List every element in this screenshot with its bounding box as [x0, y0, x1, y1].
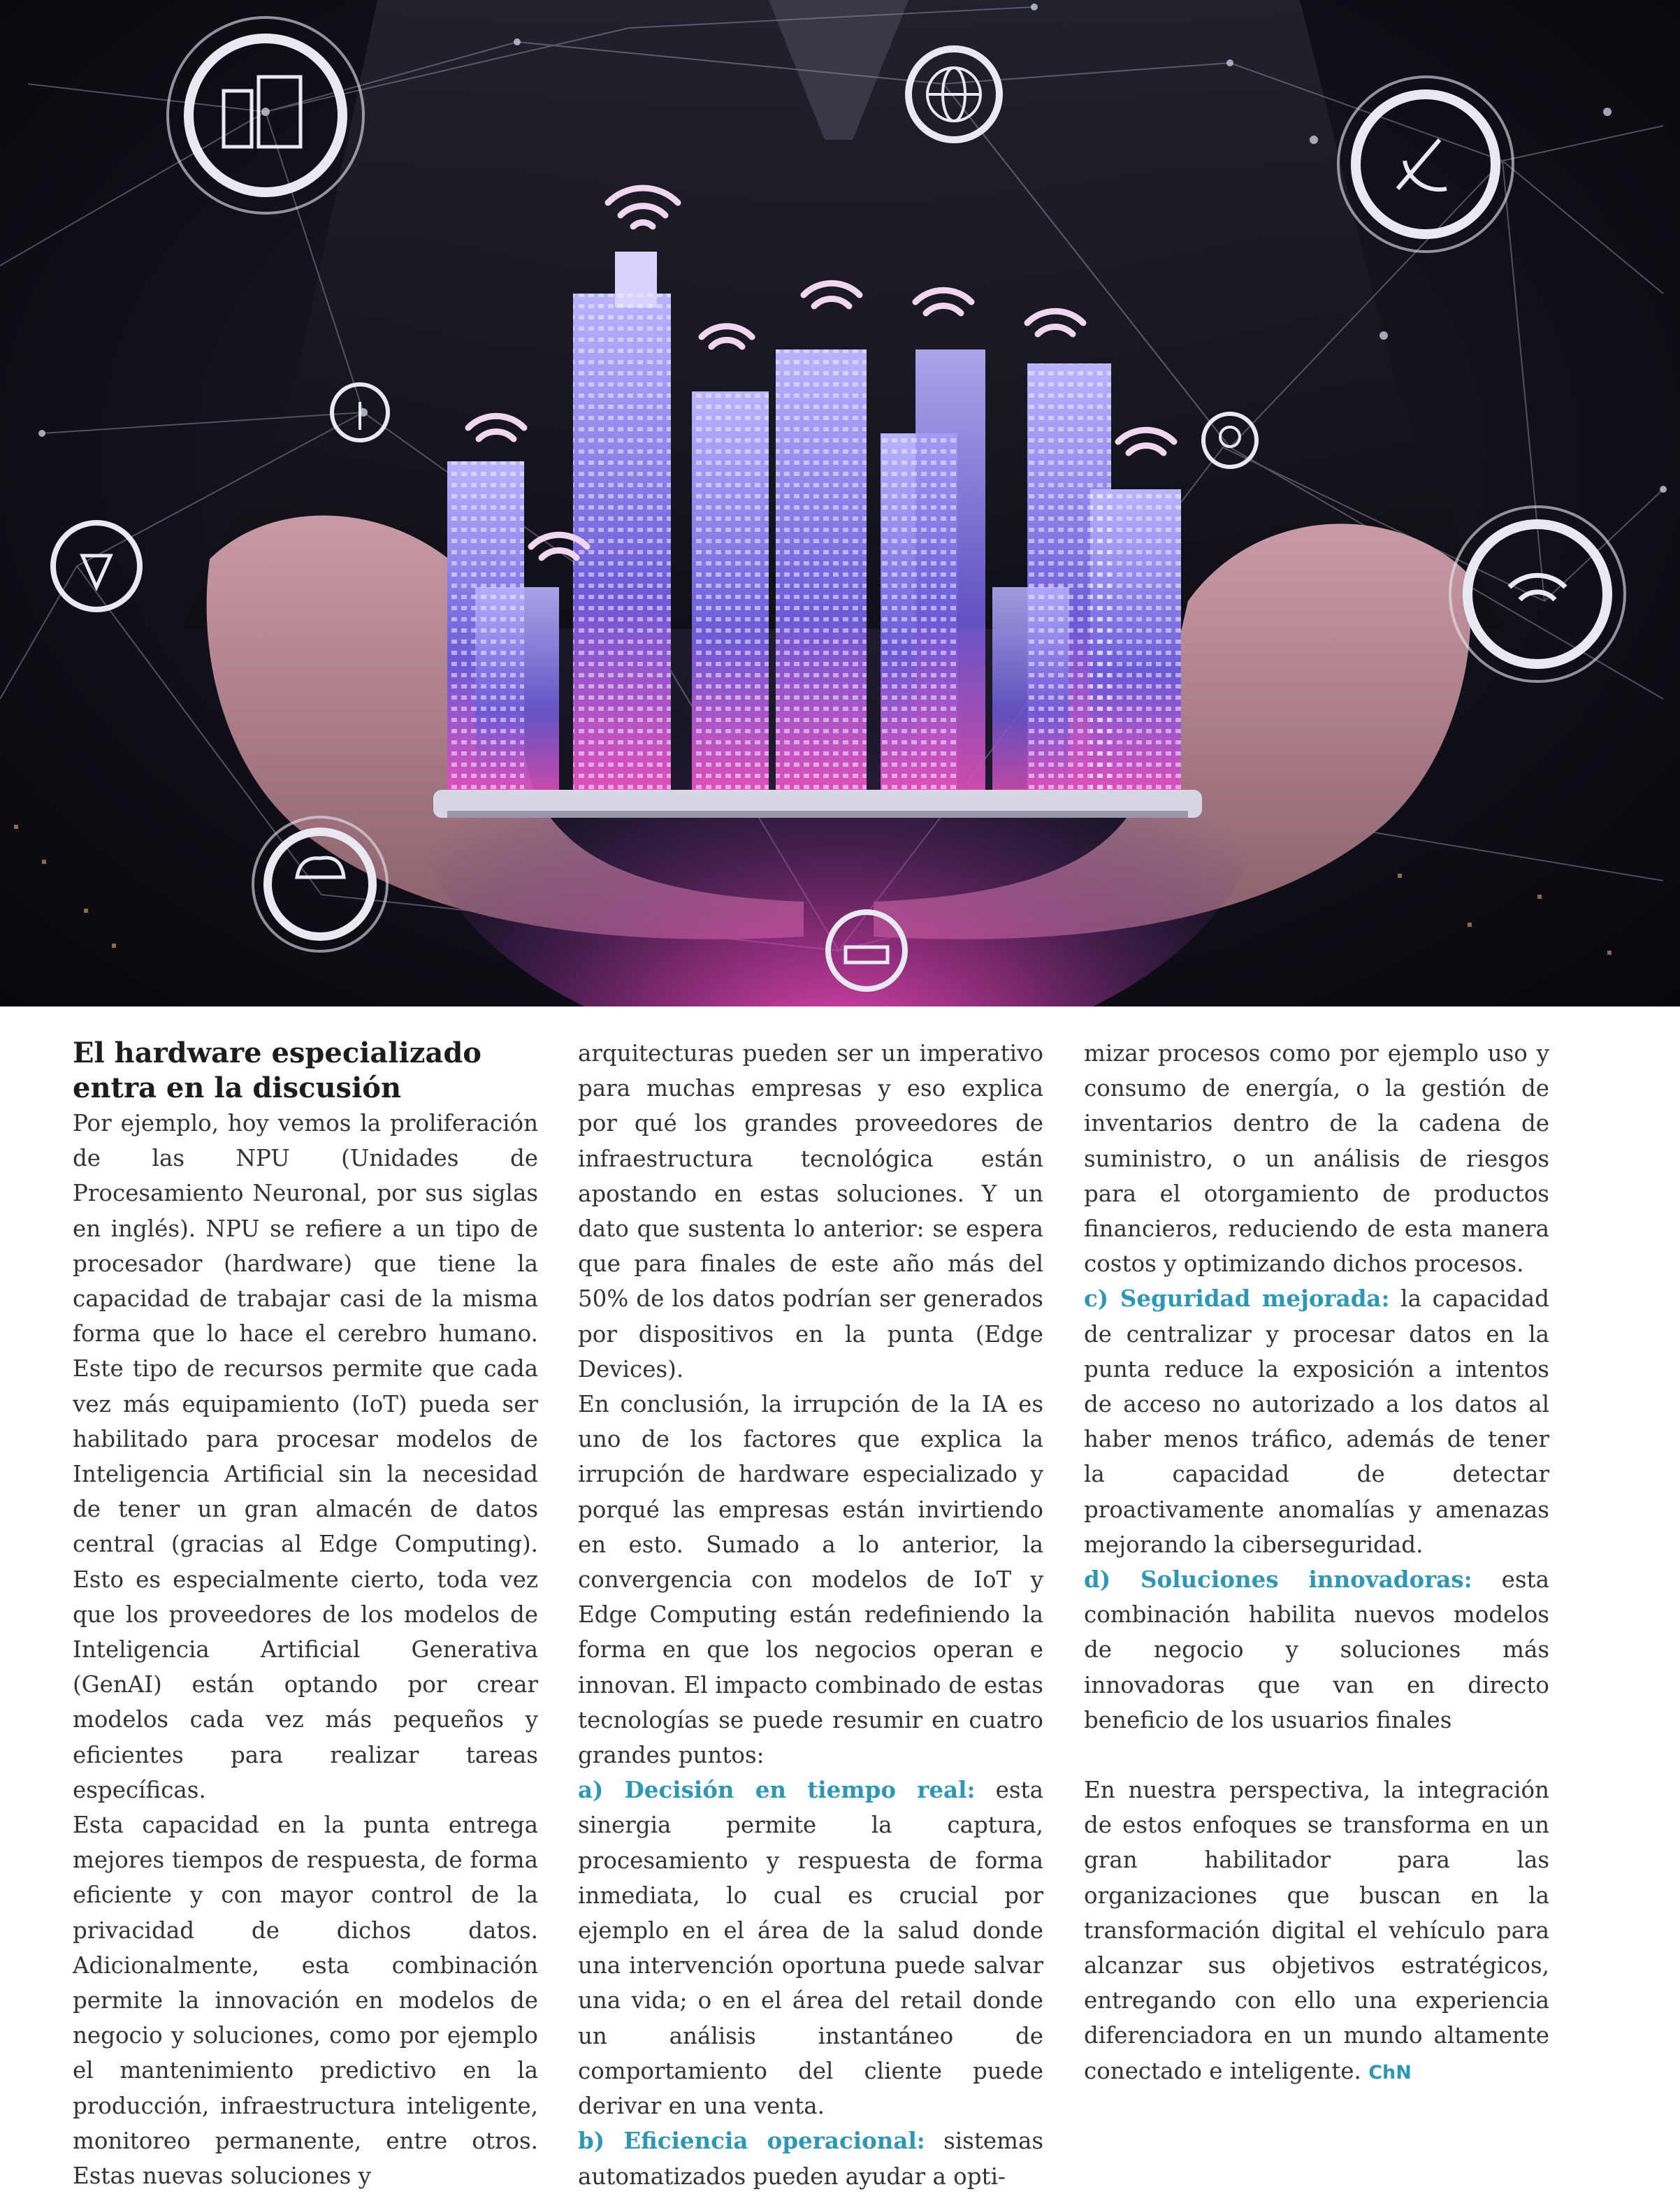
hero-illustration — [0, 0, 1680, 1006]
list-item-text: sistemas automatizados pueden ayudar a opti- — [578, 2128, 1044, 2190]
spacer — [1084, 1738, 1549, 1773]
article-column-2 — [578, 1036, 1043, 2194]
article-column-3 — [1084, 1036, 1549, 2091]
author-signature: ChN — [1368, 2061, 1412, 2084]
article-heading: El hardware especializado entra en la discusión — [73, 1037, 481, 1104]
list-item-text: esta combinación habilita nuevos modelos de negocio y soluciones más innovadoras que van en directo beneficio de los usuarios finales — [1084, 1566, 1549, 1733]
list-item-text: esta sinergia permite la captura, procesamiento y respuesta de forma inmediata, lo cual es crucial por ejemplo en el área de la salud donde una intervención oportuna puede salvar una vida; o en el área del retail donde un análisis instantáneo de comportamiento del cliente puede derivar en una venta. — [578, 1777, 1043, 2120]
paragraph: Esta capacidad en la punta entrega mejores tiempos de respuesta, de forma eficiente y con mayor control de la privacidad de dichos datos. Adicionalmente, esta combinación permite la innovación en modelos de negocio y soluciones, como por ejemplo el mantenimiento predictivo en la producción, infraestructura inteligente, monitoreo permanente, entre otros. Estas nuevas soluciones y — [73, 1812, 538, 2190]
paragraph: En conclusión, la irrupción de la IA es uno de los factores que explica la irrupción de hardware especializado y porqué las empresas están invirtiendo en esto. Sumado a lo anterior, la convergencia con modelos de IoT y Edge Computing están redefiniendo la forma en que los negocios operan e innovan. El impacto combinado de estas tecnologías se puede resumir en cuatro grandes puntos: — [578, 1391, 1043, 1769]
paragraph: mizar procesos como por ejemplo uso y consumo de energía, o la gestión de inventarios dentro de la cadena de suministro, o un análisis de riesgos para el otorgamiento de productos financieros, reduciendo de esta manera costos y optimizando dichos procesos. — [1084, 1040, 1549, 1278]
list-item-label: a) Decisión en tiempo real: — [578, 1776, 976, 1804]
paragraph — [1084, 1773, 1549, 2091]
list-item — [578, 1773, 1043, 2123]
satellite-dish-icon — [1338, 77, 1513, 252]
list-item-label: c) Seguridad mejorada: — [1084, 1285, 1390, 1313]
paragraph: arquitecturas pueden ser un imperativo para muchas empresas y eso explica por qué los grandes proveedores de infraestructura tecnológica están apostando en estas soluciones. Y un dato que sustenta lo anterior: se espera que para finales de este año más del 50% de los datos podrían ser generados por dispositivos en la punta (Edge Devices). — [578, 1040, 1043, 1383]
list-item-text: la capacidad de centralizar y procesar datos en la punta reduce la exposición a intentos de acceso no autorizado a los datos al haber menos tráfico, además de tener la capacidad de detectar proactivamente anomalías y amenazas mejorando la ciberseguridad. — [1084, 1285, 1549, 1558]
paragraph: Por ejemplo, hoy vemos la proliferación de las NPU (Unidades de Procesamiento Neuronal, por sus siglas en inglés). NPU se refiere a un tipo de procesador (hardware) que tiene la capacidad de trabajar casi de la misma forma que lo hace el cerebro humano. Este tipo de recursos permite que cada vez más equipamiento (IoT) pueda ser habilitado para procesar modelos de Inteligencia Artificial sin la necesidad de tener un gran almacén de datos central (gracias al Edge Computing). Esto es especialmente cierto, toda vez que los proveedores de los modelos de Inteligencia Artificial Generativa (GenAI) están optando por crear modelos cada vez más pequeños y eficientes para realizar tareas específicas. — [73, 1110, 538, 1803]
article-column-1 — [73, 1036, 538, 2193]
closing-text: En nuestra perspectiva, la integración de estos enfoques se transforma en un gran habilitador para las organizaciones que buscan en la transformación digital el vehículo para alcanzar sus objetivos estratégicos, entregando con ello una experiencia diferenciadora en un mundo altamente conectado e inteligente. — [1084, 1777, 1549, 2084]
list-item-label: b) Eficiencia operacional: — [578, 2127, 925, 2155]
navigation-pin-icon — [53, 523, 140, 609]
list-item — [578, 2123, 1043, 2193]
list-item-label: d) Soluciones innovadoras: — [1084, 1566, 1472, 1594]
hero-image — [0, 0, 1680, 1006]
list-item — [1084, 1562, 1549, 1738]
list-item — [1084, 1281, 1549, 1562]
